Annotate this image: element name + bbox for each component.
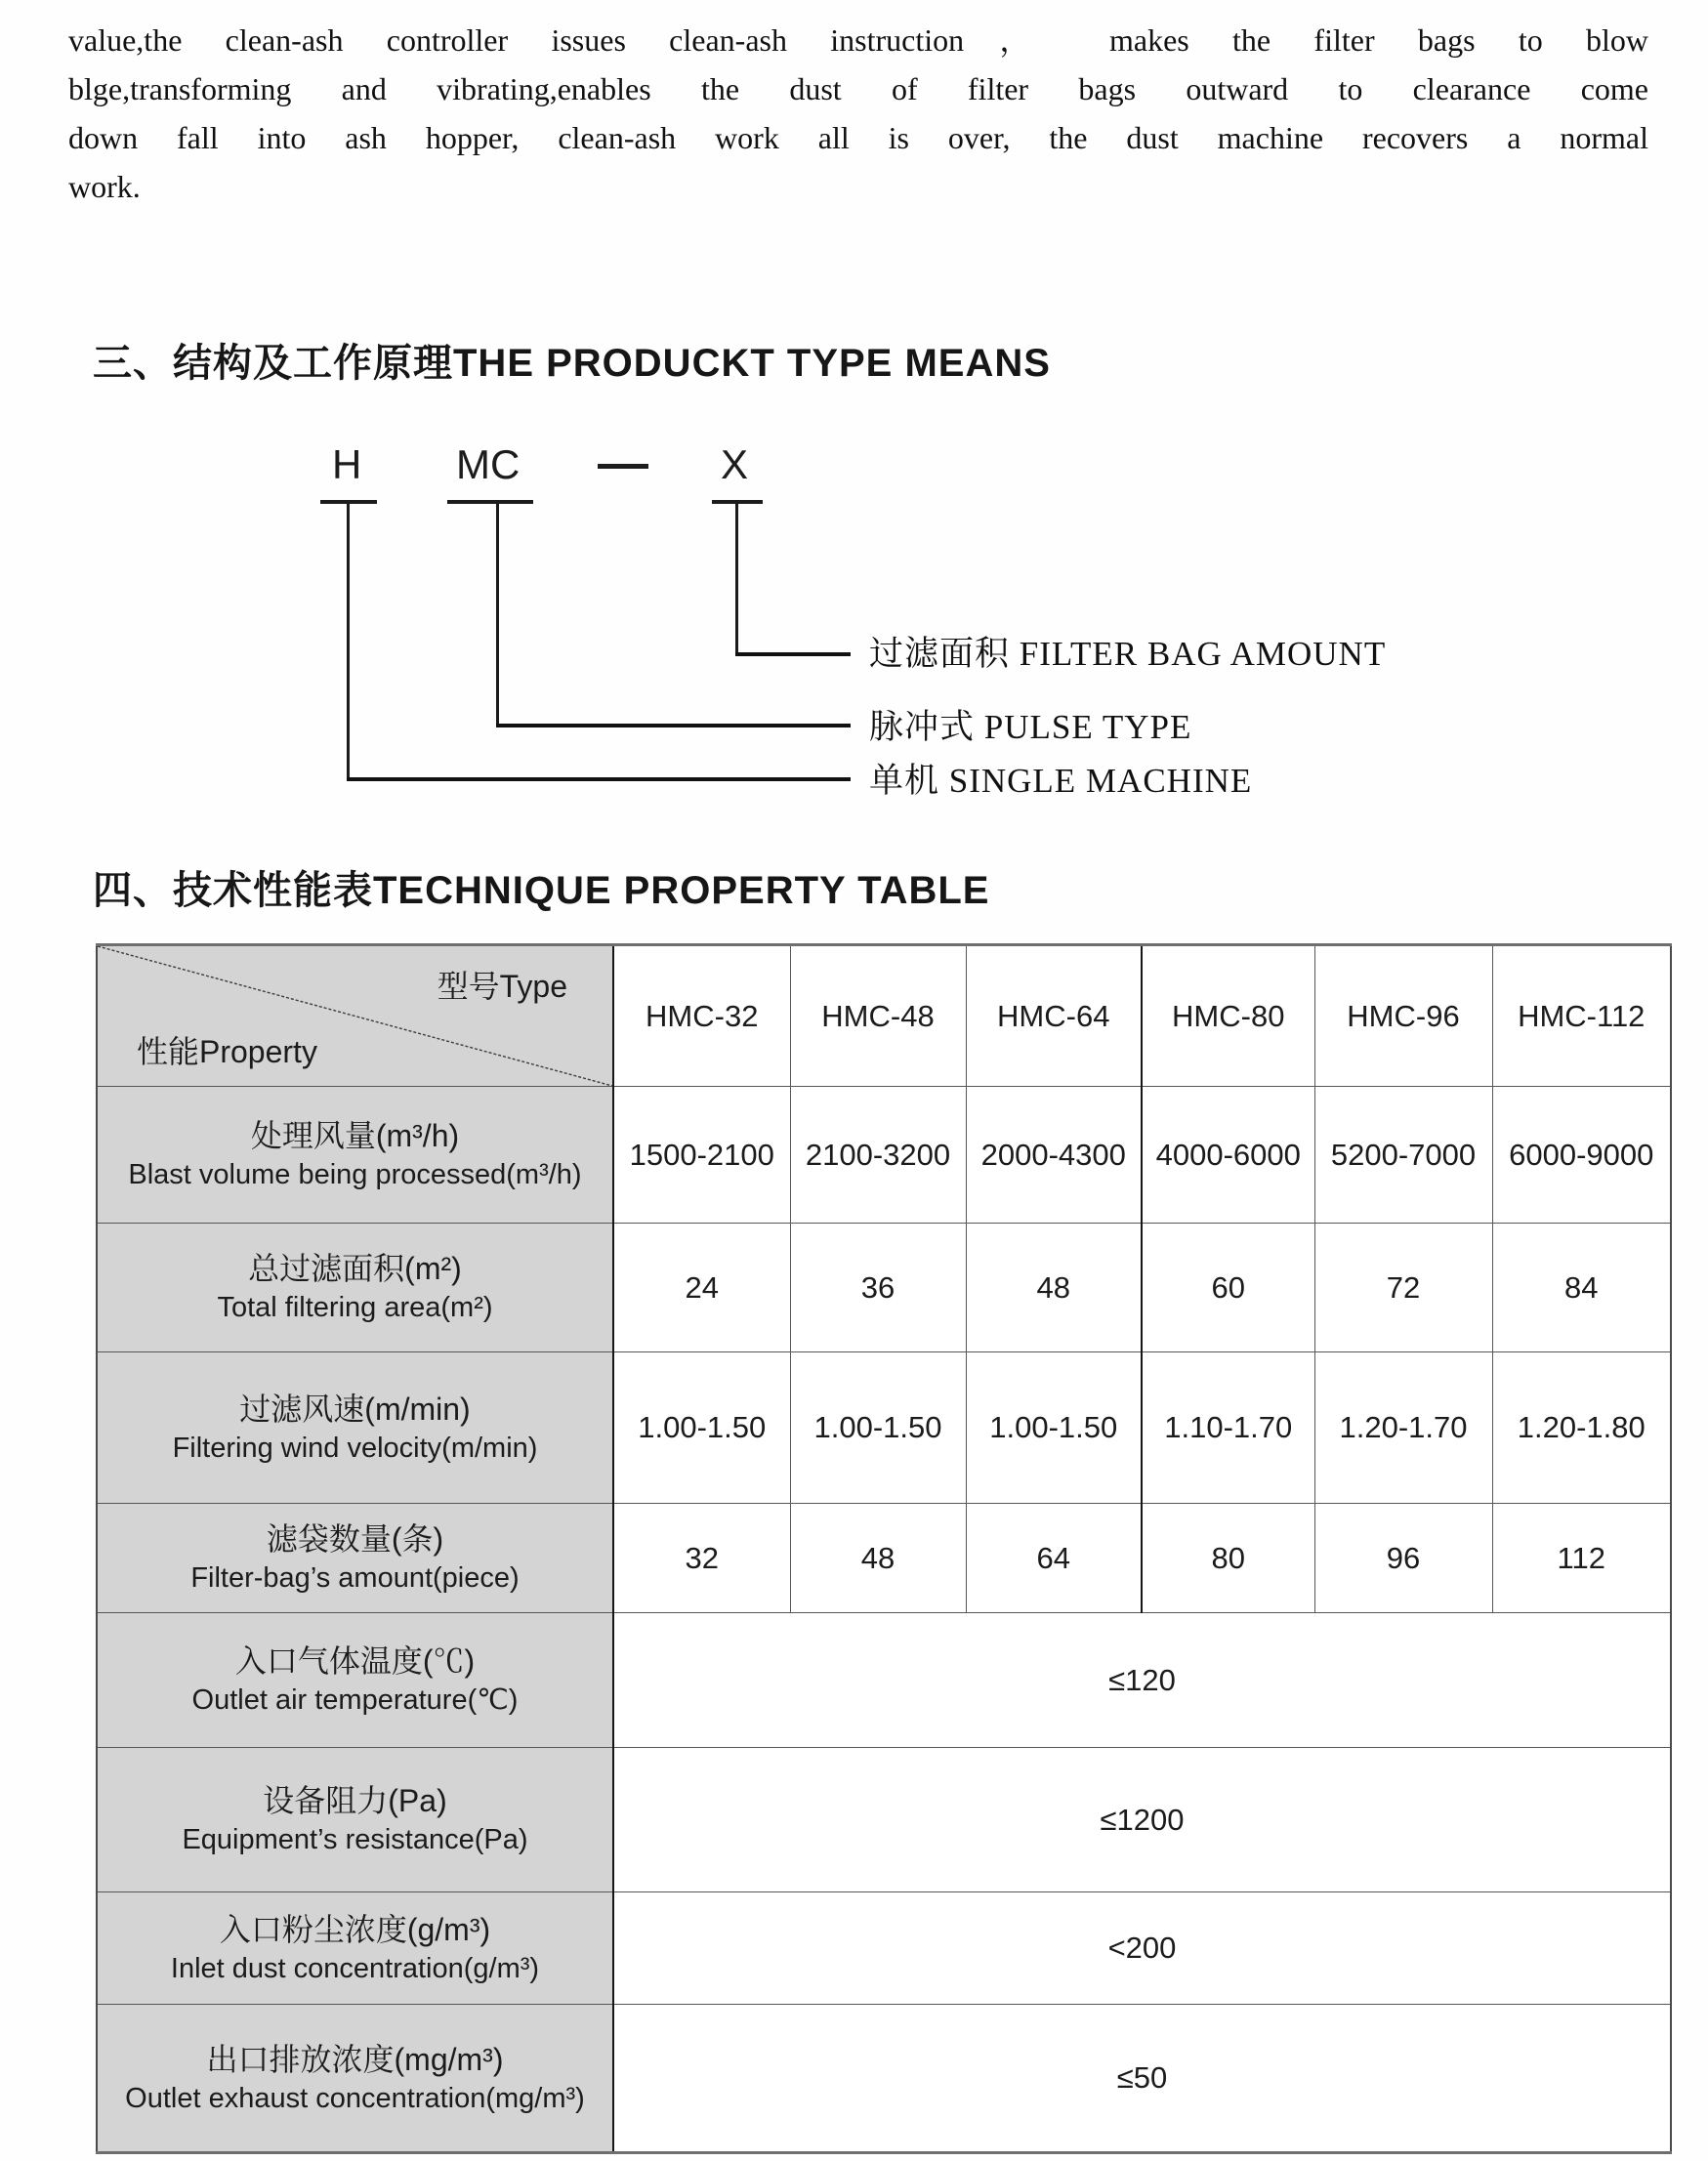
table-row [97, 2005, 1671, 2153]
table-cell: 72 [1314, 1224, 1492, 1352]
table-cell: 5200-7000 [1314, 1087, 1492, 1224]
table-cell: 84 [1492, 1224, 1671, 1352]
row-label [97, 1613, 613, 1748]
table-header-row [97, 945, 1671, 1087]
section4-heading: 四、技术性能表TECHNIQUE PROPERTY TABLE [93, 869, 990, 912]
table-row [97, 1892, 1671, 2005]
table-cell: 1.00-1.50 [790, 1352, 966, 1504]
table-cell: 32 [613, 1504, 790, 1613]
connector-line [347, 777, 851, 781]
intro-paragraph [68, 16, 1648, 211]
merged-value-cell: ≤120 [613, 1613, 1671, 1748]
row-label [97, 1748, 613, 1892]
corner-type-label: 型号Type [437, 969, 567, 1004]
connector-line [735, 652, 851, 656]
diagram-dash [598, 464, 648, 469]
row-label-en: Filter-bag’s amount(piece) [190, 1562, 520, 1595]
connector-line [735, 504, 738, 656]
row-label [97, 1352, 613, 1504]
row-label [97, 1892, 613, 2005]
label-pulse-type: 脉冲式 PULSE TYPE [869, 708, 1192, 746]
row-label-zh: 总过滤面积(m²) [248, 1251, 462, 1287]
table-cell: 1500-2100 [613, 1087, 790, 1224]
row-label-en: Total filtering area(m²) [217, 1292, 493, 1324]
row-label-zh: 过滤风速(m/min) [239, 1391, 471, 1427]
row-label-zh: 处理风量(m³/h) [250, 1118, 460, 1154]
paragraph-line: work. [68, 169, 141, 204]
table-cell: 60 [1142, 1224, 1314, 1352]
merged-value-cell: <200 [613, 1892, 1671, 2005]
diagram-code-h: H [332, 441, 362, 487]
table-row [97, 1087, 1671, 1224]
row-label [97, 1224, 613, 1352]
table-cell: 1.00-1.50 [966, 1352, 1142, 1504]
column-header: HMC-80 [1142, 945, 1314, 1087]
table-cell: 48 [966, 1224, 1142, 1352]
table-cell: 96 [1314, 1504, 1492, 1613]
column-header: HMC-48 [790, 945, 966, 1087]
corner-cell [97, 945, 613, 1087]
table-cell: 1.00-1.50 [613, 1352, 790, 1504]
section3-heading: 三、结构及工作原理THE PRODUCKT TYPE MEANS [93, 342, 1051, 385]
underline-mc [447, 500, 533, 504]
column-header: HMC-96 [1314, 945, 1492, 1087]
row-label-en: Filtering wind velocity(m/min) [172, 1432, 538, 1464]
label-filter-bag-amount: 过滤面积 FILTER BAG AMOUNT [869, 635, 1387, 673]
corner-property-label: 性能Property [137, 1034, 317, 1069]
table-cell: 2100-3200 [790, 1087, 966, 1224]
table-row [97, 1504, 1671, 1613]
connector-line [496, 504, 499, 727]
table-cell: 64 [966, 1504, 1142, 1613]
paragraph-line: blge,transforming and vibrating,enables the dust of filter bags outward to clearance come [68, 71, 1648, 106]
table-cell: 1.20-1.70 [1314, 1352, 1492, 1504]
table-cell: 1.10-1.70 [1142, 1352, 1314, 1504]
column-header: HMC-32 [613, 945, 790, 1087]
table-cell: 80 [1142, 1504, 1314, 1613]
table-row [97, 1613, 1671, 1748]
table-row [97, 1352, 1671, 1504]
row-label [97, 1087, 613, 1224]
row-label-zh: 滤袋数量(条) [266, 1521, 444, 1558]
table-row [97, 1224, 1671, 1352]
diagram-code-x: X [721, 441, 749, 487]
table-cell: 2000-4300 [966, 1087, 1142, 1224]
table-cell: 1.20-1.80 [1492, 1352, 1671, 1504]
table-cell: 6000-9000 [1492, 1087, 1671, 1224]
paragraph-line: value,the clean-ash controller issues clean-ash instruction， makes the filter bags to blow [68, 22, 1648, 58]
row-label-en: Equipment’s resistance(Pa) [182, 1824, 528, 1856]
row-label-en: Inlet dust concentration(g/m³) [170, 1952, 540, 1984]
row-label-en: Outlet air temperature(℃) [191, 1684, 519, 1717]
paragraph-line: down fall into ash hopper, clean-ash work all is over, the dust machine recovers a normal [68, 120, 1648, 155]
table-cell: 112 [1492, 1504, 1671, 1613]
table-cell: 24 [613, 1224, 790, 1352]
technique-property-table [96, 943, 1672, 2154]
row-label-zh: 设备阻力(Pa) [263, 1783, 447, 1819]
connector-line [496, 724, 851, 727]
diagram-code-mc: MC [456, 441, 521, 487]
row-label [97, 1504, 613, 1613]
row-label-zh: 出口排放浓度(mg/m³) [206, 2041, 504, 2077]
column-header: HMC-64 [966, 945, 1142, 1087]
connector-line [347, 504, 350, 781]
row-label-en: Outlet exhaust concentration(mg/m³) [125, 2082, 585, 2114]
row-label [97, 2005, 613, 2153]
column-header: HMC-112 [1492, 945, 1671, 1087]
table-row [97, 1748, 1671, 1892]
merged-value-cell: ≤50 [613, 2005, 1671, 2153]
table-cell: 48 [790, 1504, 966, 1613]
row-label-zh: 入口气体温度(℃) [234, 1643, 476, 1680]
row-label-en: Blast volume being processed(m³/h) [128, 1159, 582, 1191]
merged-value-cell: ≤1200 [613, 1748, 1671, 1892]
table-cell: 36 [790, 1224, 966, 1352]
label-single-machine: 单机 SINGLE MACHINE [869, 762, 1253, 800]
row-label-zh: 入口粉尘浓度(g/m³) [219, 1911, 491, 1947]
product-type-diagram [0, 420, 1708, 850]
table-cell: 4000-6000 [1142, 1087, 1314, 1224]
